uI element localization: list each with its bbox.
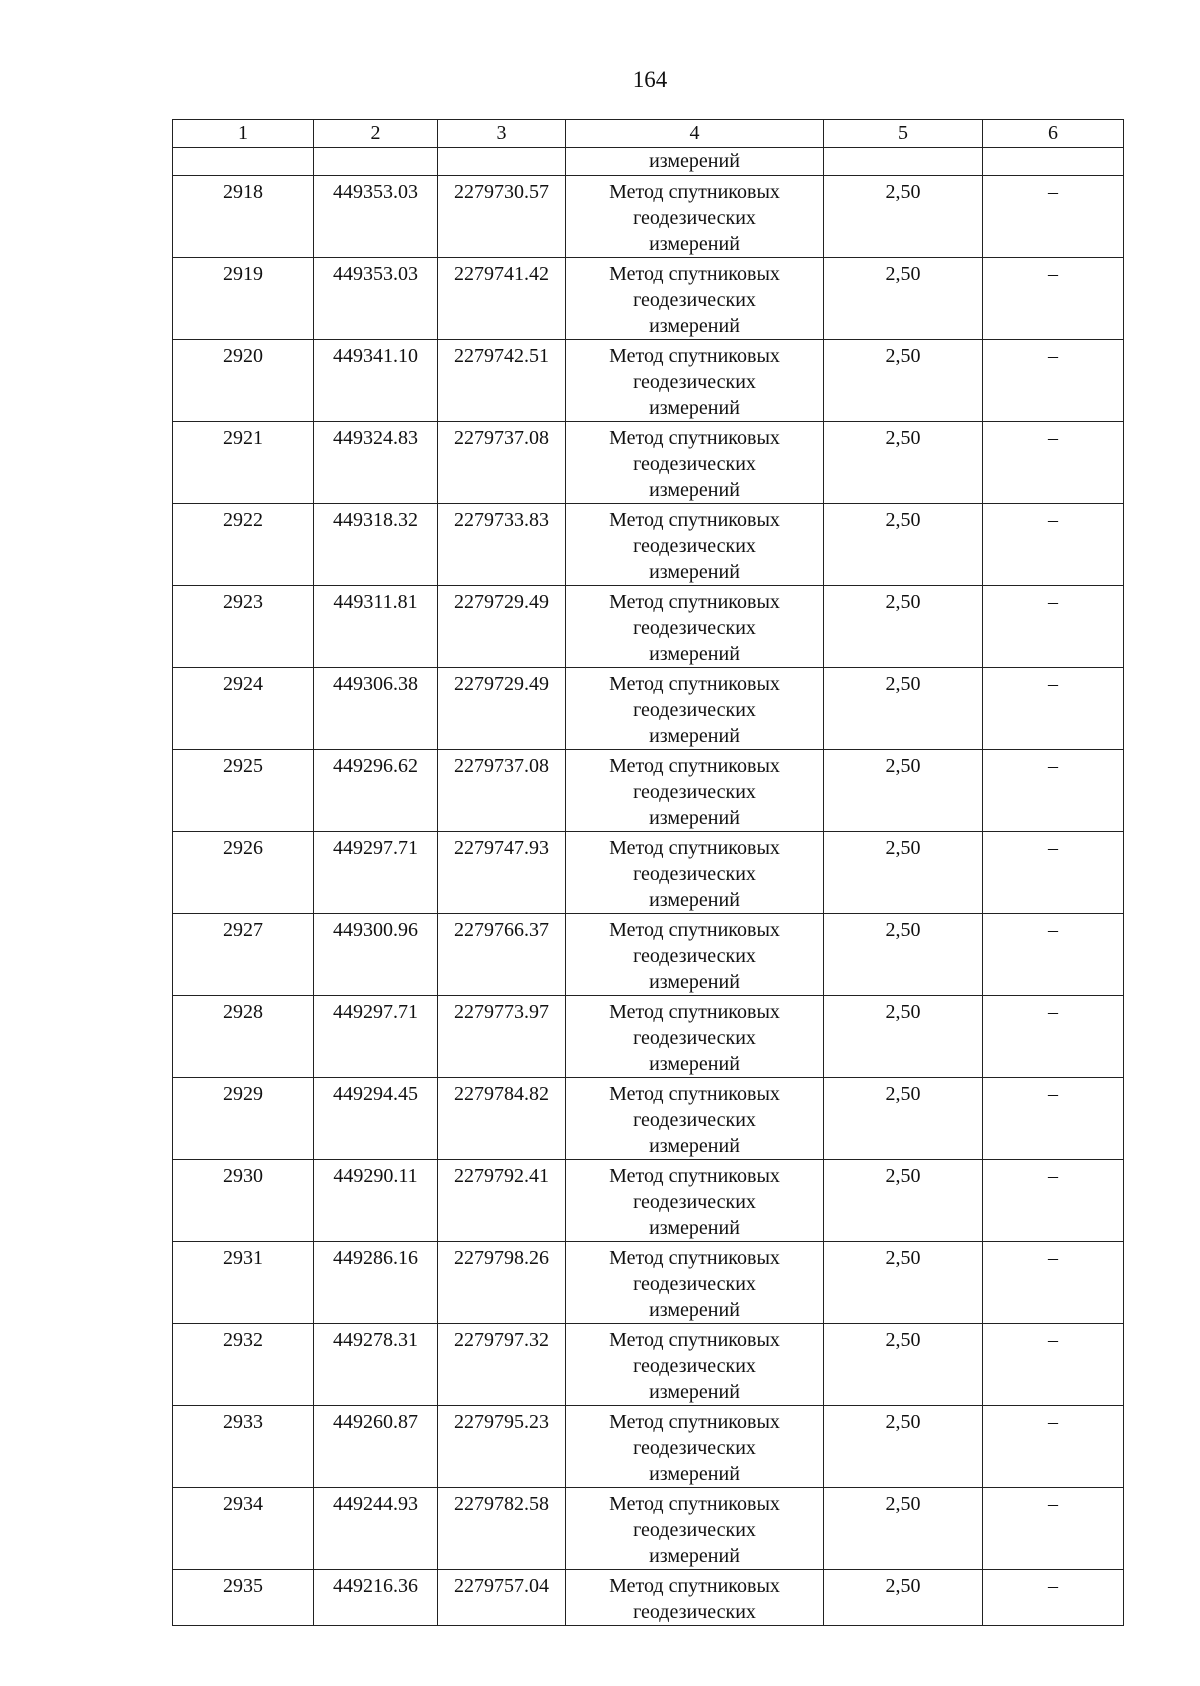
table-row [173, 1324, 1124, 1406]
x-coordinate: 449244.93 [314, 1488, 438, 1570]
accuracy-value: 2,50 [824, 258, 983, 340]
accuracy-value: 2,50 [824, 1488, 983, 1570]
note-dash: – [983, 750, 1124, 832]
method-cell [566, 258, 824, 340]
table-row [173, 750, 1124, 832]
note-dash: – [983, 340, 1124, 422]
point-number: 2922 [173, 504, 314, 586]
accuracy-value: 2,50 [824, 750, 983, 832]
method-line: геодезических [633, 863, 756, 885]
accuracy-value: 2,50 [824, 914, 983, 996]
x-coordinate: 449306.38 [314, 668, 438, 750]
accuracy-value: 2,50 [824, 1324, 983, 1406]
table-row [173, 1160, 1124, 1242]
method-line: измерений [649, 1135, 740, 1157]
method-cell [566, 1078, 824, 1160]
method-line: геодезических [633, 699, 756, 721]
method-cell [566, 1488, 824, 1570]
note-dash: – [983, 1078, 1124, 1160]
note-dash: – [983, 1488, 1124, 1570]
y-coordinate: 2279784.82 [438, 1078, 566, 1160]
table-row [173, 832, 1124, 914]
method-cell [566, 504, 824, 586]
table-row [173, 1078, 1124, 1160]
method-line: геодезических [633, 945, 756, 967]
note-dash: – [983, 586, 1124, 668]
column-header: 3 [438, 120, 566, 148]
note-dash: – [983, 1406, 1124, 1488]
method-line: геодезических [633, 1027, 756, 1049]
method-line: Метод спутниковых [609, 345, 780, 367]
table-row [173, 176, 1124, 258]
empty-cell [983, 148, 1124, 176]
method-cell [566, 422, 824, 504]
method-line: геодезических [633, 1519, 756, 1541]
note-dash: – [983, 176, 1124, 258]
method-line: Метод спутниковых [609, 181, 780, 203]
table-body [173, 120, 1124, 1626]
coordinates-table [172, 119, 1124, 1626]
method-line: Метод спутниковых [609, 1575, 780, 1597]
table-row [173, 1488, 1124, 1570]
method-line: геодезических [633, 289, 756, 311]
x-coordinate: 449260.87 [314, 1406, 438, 1488]
y-coordinate: 2279757.04 [438, 1570, 566, 1626]
x-coordinate: 449318.32 [314, 504, 438, 586]
method-line: геодезических [633, 535, 756, 557]
x-coordinate: 449297.71 [314, 832, 438, 914]
accuracy-value: 2,50 [824, 1570, 983, 1626]
method-line: геодезических [633, 1601, 756, 1623]
accuracy-value: 2,50 [824, 340, 983, 422]
x-coordinate: 449300.96 [314, 914, 438, 996]
x-coordinate: 449286.16 [314, 1242, 438, 1324]
y-coordinate: 2279795.23 [438, 1406, 566, 1488]
point-number: 2928 [173, 996, 314, 1078]
point-number: 2919 [173, 258, 314, 340]
method-line: Метод спутниковых [609, 1411, 780, 1433]
accuracy-value: 2,50 [824, 668, 983, 750]
note-dash: – [983, 832, 1124, 914]
method-line: измерений [649, 1463, 740, 1485]
method-line: Метод спутниковых [609, 263, 780, 285]
x-coordinate: 449297.71 [314, 996, 438, 1078]
method-line: измерений [649, 1381, 740, 1403]
method-cell [566, 668, 824, 750]
y-coordinate: 2279737.08 [438, 422, 566, 504]
column-header: 5 [824, 120, 983, 148]
table-row [173, 586, 1124, 668]
method-cell [566, 750, 824, 832]
point-number: 2931 [173, 1242, 314, 1324]
y-coordinate: 2279729.49 [438, 586, 566, 668]
method-line: Метод спутниковых [609, 919, 780, 941]
method-line: геодезических [633, 617, 756, 639]
method-line: геодезических [633, 1355, 756, 1377]
point-number: 2934 [173, 1488, 314, 1570]
method-line: измерений [649, 1217, 740, 1239]
accuracy-value: 2,50 [824, 996, 983, 1078]
column-header: 4 [566, 120, 824, 148]
y-coordinate: 2279737.08 [438, 750, 566, 832]
note-dash: – [983, 422, 1124, 504]
table-row [173, 1406, 1124, 1488]
method-line: Метод спутниковых [609, 1165, 780, 1187]
table-row [173, 996, 1124, 1078]
method-cell [566, 1570, 824, 1626]
method-line: геодезических [633, 781, 756, 803]
note-dash: – [983, 1324, 1124, 1406]
accuracy-value: 2,50 [824, 422, 983, 504]
method-line: Метод спутниковых [609, 673, 780, 695]
y-coordinate: 2279797.32 [438, 1324, 566, 1406]
column-header: 6 [983, 120, 1124, 148]
y-coordinate: 2279773.97 [438, 996, 566, 1078]
empty-cell [438, 148, 566, 176]
y-coordinate: 2279792.41 [438, 1160, 566, 1242]
method-line: измерений [649, 479, 740, 501]
accuracy-value: 2,50 [824, 1406, 983, 1488]
empty-cell [314, 148, 438, 176]
method-line: геодезических [633, 453, 756, 475]
column-header: 1 [173, 120, 314, 148]
accuracy-value: 2,50 [824, 1078, 983, 1160]
point-number: 2935 [173, 1570, 314, 1626]
accuracy-value: 2,50 [824, 832, 983, 914]
method-line: измерений [649, 807, 740, 829]
method-cell [566, 340, 824, 422]
column-header: 2 [314, 120, 438, 148]
method-line: Метод спутниковых [609, 1083, 780, 1105]
x-coordinate: 449216.36 [314, 1570, 438, 1626]
page-number: 164 [632, 67, 668, 92]
x-coordinate: 449290.11 [314, 1160, 438, 1242]
method-line: геодезических [633, 1437, 756, 1459]
empty-cell [824, 148, 983, 176]
method-line: измерений [649, 315, 740, 337]
method-line: Метод спутниковых [609, 591, 780, 613]
y-coordinate: 2279747.93 [438, 832, 566, 914]
point-number: 2932 [173, 1324, 314, 1406]
accuracy-value: 2,50 [824, 586, 983, 668]
y-coordinate: 2279798.26 [438, 1242, 566, 1324]
point-number: 2923 [173, 586, 314, 668]
point-number: 2918 [173, 176, 314, 258]
method-line: измерений [649, 725, 740, 747]
method-line: геодезических [633, 207, 756, 229]
point-number: 2925 [173, 750, 314, 832]
accuracy-value: 2,50 [824, 504, 983, 586]
y-coordinate: 2279730.57 [438, 176, 566, 258]
method-cell [566, 1406, 824, 1488]
table-row [173, 668, 1124, 750]
method-line: измерений [649, 561, 740, 583]
method-line: Метод спутниковых [609, 837, 780, 859]
method-line: геодезических [633, 1191, 756, 1213]
point-number: 2930 [173, 1160, 314, 1242]
table-row [173, 1570, 1124, 1626]
note-dash: – [983, 1242, 1124, 1324]
method-line: Метод спутниковых [609, 1247, 780, 1269]
point-number: 2924 [173, 668, 314, 750]
point-number: 2920 [173, 340, 314, 422]
method-line: измерений [649, 1053, 740, 1075]
method-line: геодезических [633, 1273, 756, 1295]
method-line: измерений [649, 397, 740, 419]
x-coordinate: 449294.45 [314, 1078, 438, 1160]
table-row [173, 340, 1124, 422]
method-line: измерений [649, 1299, 740, 1321]
point-number: 2926 [173, 832, 314, 914]
x-coordinate: 449353.03 [314, 176, 438, 258]
note-dash: – [983, 1570, 1124, 1626]
y-coordinate: 2279782.58 [438, 1488, 566, 1570]
method-line: Метод спутниковых [609, 755, 780, 777]
x-coordinate: 449311.81 [314, 586, 438, 668]
note-dash: – [983, 258, 1124, 340]
accuracy-value: 2,50 [824, 1160, 983, 1242]
point-number: 2933 [173, 1406, 314, 1488]
table-row [173, 422, 1124, 504]
method-line: геодезических [633, 1109, 756, 1131]
method-line: Метод спутниковых [609, 427, 780, 449]
x-coordinate: 449296.62 [314, 750, 438, 832]
note-dash: – [983, 996, 1124, 1078]
header-row [173, 120, 1124, 148]
continuation-text: измерений [566, 148, 824, 176]
accuracy-value: 2,50 [824, 1242, 983, 1324]
table-row [173, 258, 1124, 340]
x-coordinate: 449341.10 [314, 340, 438, 422]
note-dash: – [983, 914, 1124, 996]
method-cell [566, 176, 824, 258]
method-line: Метод спутниковых [609, 1329, 780, 1351]
method-cell [566, 914, 824, 996]
method-cell [566, 996, 824, 1078]
method-line: Метод спутниковых [609, 1493, 780, 1515]
y-coordinate: 2279729.49 [438, 668, 566, 750]
method-cell [566, 586, 824, 668]
table-row [173, 914, 1124, 996]
method-line: геодезических [633, 371, 756, 393]
method-cell [566, 1160, 824, 1242]
y-coordinate: 2279766.37 [438, 914, 566, 996]
x-coordinate: 449278.31 [314, 1324, 438, 1406]
method-line: измерений [649, 643, 740, 665]
note-dash: – [983, 1160, 1124, 1242]
continuation-row [173, 148, 1124, 176]
method-line: Метод спутниковых [609, 1001, 780, 1023]
accuracy-value: 2,50 [824, 176, 983, 258]
method-line: измерений [649, 233, 740, 255]
y-coordinate: 2279741.42 [438, 258, 566, 340]
point-number: 2929 [173, 1078, 314, 1160]
method-cell [566, 1324, 824, 1406]
y-coordinate: 2279742.51 [438, 340, 566, 422]
note-dash: – [983, 668, 1124, 750]
empty-cell [173, 148, 314, 176]
point-number: 2921 [173, 422, 314, 504]
note-dash: – [983, 504, 1124, 586]
method-line: Метод спутниковых [609, 509, 780, 531]
method-cell [566, 1242, 824, 1324]
table-row [173, 504, 1124, 586]
method-line: измерений [649, 889, 740, 911]
x-coordinate: 449324.83 [314, 422, 438, 504]
point-number: 2927 [173, 914, 314, 996]
table-row [173, 1242, 1124, 1324]
method-cell [566, 832, 824, 914]
x-coordinate: 449353.03 [314, 258, 438, 340]
method-line: измерений [649, 1545, 740, 1567]
y-coordinate: 2279733.83 [438, 504, 566, 586]
method-line: измерений [649, 971, 740, 993]
